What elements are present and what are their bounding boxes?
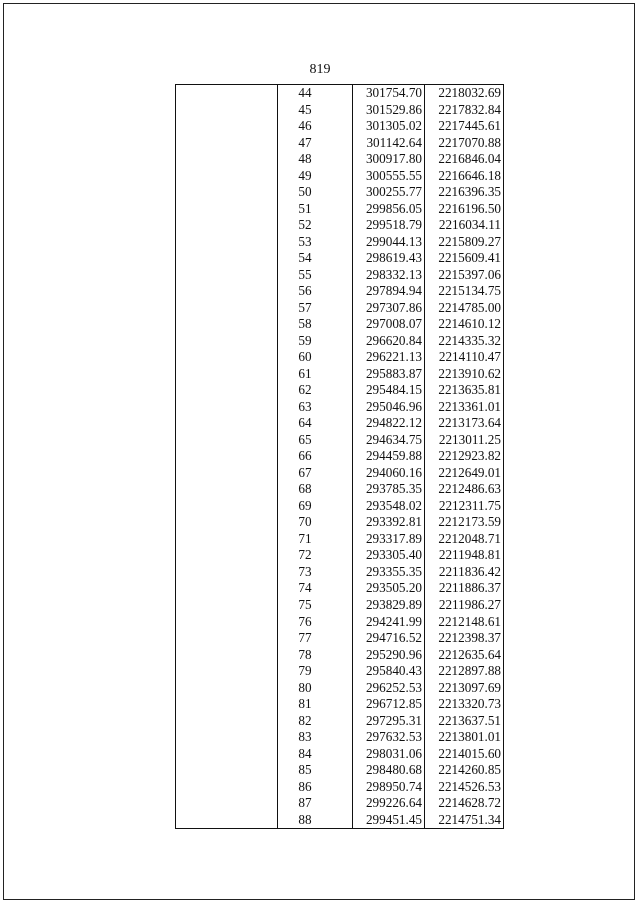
table-row bbox=[176, 812, 504, 829]
table-row bbox=[176, 498, 504, 515]
y-coordinate-cell: 2217070.88 bbox=[425, 135, 504, 152]
point-number-cell: 44 bbox=[278, 85, 353, 102]
x-coordinate-cell: 297307.86 bbox=[353, 300, 425, 317]
point-number-cell: 60 bbox=[278, 349, 353, 366]
blank-cell bbox=[176, 250, 278, 267]
x-coordinate-cell: 296252.53 bbox=[353, 680, 425, 697]
x-coordinate-cell: 299044.13 bbox=[353, 234, 425, 251]
table-row bbox=[176, 250, 504, 267]
point-number-cell: 52 bbox=[278, 217, 353, 234]
y-coordinate-cell: 2213637.51 bbox=[425, 713, 504, 730]
blank-cell bbox=[176, 812, 278, 829]
x-coordinate-cell: 296221.13 bbox=[353, 349, 425, 366]
blank-cell bbox=[176, 696, 278, 713]
point-number-cell: 75 bbox=[278, 597, 353, 614]
y-coordinate-cell: 2213801.01 bbox=[425, 729, 504, 746]
x-coordinate-cell: 299226.64 bbox=[353, 795, 425, 812]
blank-cell bbox=[176, 316, 278, 333]
point-number-cell: 59 bbox=[278, 333, 353, 350]
x-coordinate-cell: 300555.55 bbox=[353, 168, 425, 185]
table-row bbox=[176, 746, 504, 763]
x-coordinate-cell: 301142.64 bbox=[353, 135, 425, 152]
table-row bbox=[176, 514, 504, 531]
blank-cell bbox=[176, 366, 278, 383]
point-number-cell: 82 bbox=[278, 713, 353, 730]
table-row bbox=[176, 102, 504, 119]
blank-cell bbox=[176, 300, 278, 317]
blank-cell bbox=[176, 217, 278, 234]
x-coordinate-cell: 294060.16 bbox=[353, 465, 425, 482]
blank-cell bbox=[176, 283, 278, 300]
table-row bbox=[176, 415, 504, 432]
y-coordinate-cell: 2213361.01 bbox=[425, 399, 504, 416]
table-row bbox=[176, 531, 504, 548]
table-row bbox=[176, 85, 504, 102]
point-number-cell: 80 bbox=[278, 680, 353, 697]
x-coordinate-cell: 298480.68 bbox=[353, 762, 425, 779]
point-number-cell: 62 bbox=[278, 382, 353, 399]
table-row bbox=[176, 118, 504, 135]
y-coordinate-cell: 2214526.53 bbox=[425, 779, 504, 796]
coordinates-table-body bbox=[176, 85, 504, 829]
table-row bbox=[176, 779, 504, 796]
x-coordinate-cell: 298332.13 bbox=[353, 267, 425, 284]
point-number-cell: 47 bbox=[278, 135, 353, 152]
x-coordinate-cell: 299451.45 bbox=[353, 812, 425, 829]
y-coordinate-cell: 2215609.41 bbox=[425, 250, 504, 267]
y-coordinate-cell: 2212311.75 bbox=[425, 498, 504, 515]
y-coordinate-cell: 2216196.50 bbox=[425, 201, 504, 218]
x-coordinate-cell: 293505.20 bbox=[353, 580, 425, 597]
blank-cell bbox=[176, 168, 278, 185]
y-coordinate-cell: 2214610.12 bbox=[425, 316, 504, 333]
point-number-cell: 85 bbox=[278, 762, 353, 779]
blank-cell bbox=[176, 614, 278, 631]
point-number-cell: 68 bbox=[278, 481, 353, 498]
y-coordinate-cell: 2214628.72 bbox=[425, 795, 504, 812]
point-number-cell: 72 bbox=[278, 547, 353, 564]
blank-cell bbox=[176, 630, 278, 647]
x-coordinate-cell: 301529.86 bbox=[353, 102, 425, 119]
blank-cell bbox=[176, 415, 278, 432]
point-number-cell: 77 bbox=[278, 630, 353, 647]
blank-cell bbox=[176, 432, 278, 449]
blank-cell bbox=[176, 498, 278, 515]
blank-cell bbox=[176, 234, 278, 251]
y-coordinate-cell: 2212635.64 bbox=[425, 647, 504, 664]
table-row bbox=[176, 680, 504, 697]
x-coordinate-cell: 296620.84 bbox=[353, 333, 425, 350]
point-number-cell: 87 bbox=[278, 795, 353, 812]
point-number-cell: 73 bbox=[278, 564, 353, 581]
y-coordinate-cell: 2212649.01 bbox=[425, 465, 504, 482]
coordinates-table bbox=[175, 84, 504, 829]
point-number-cell: 54 bbox=[278, 250, 353, 267]
point-number-cell: 51 bbox=[278, 201, 353, 218]
point-number-cell: 81 bbox=[278, 696, 353, 713]
table-row bbox=[176, 382, 504, 399]
point-number-cell: 76 bbox=[278, 614, 353, 631]
y-coordinate-cell: 2212923.82 bbox=[425, 448, 504, 465]
table-row bbox=[176, 795, 504, 812]
point-number-cell: 65 bbox=[278, 432, 353, 449]
table-row bbox=[176, 729, 504, 746]
y-coordinate-cell: 2211948.81 bbox=[425, 547, 504, 564]
blank-cell bbox=[176, 135, 278, 152]
y-coordinate-cell: 2213910.62 bbox=[425, 366, 504, 383]
x-coordinate-cell: 293785.35 bbox=[353, 481, 425, 498]
y-coordinate-cell: 2215397.06 bbox=[425, 267, 504, 284]
point-number-cell: 57 bbox=[278, 300, 353, 317]
x-coordinate-cell: 299856.05 bbox=[353, 201, 425, 218]
blank-cell bbox=[176, 531, 278, 548]
point-number-cell: 74 bbox=[278, 580, 353, 597]
page-number: 819 bbox=[309, 62, 331, 77]
blank-cell bbox=[176, 184, 278, 201]
point-number-cell: 86 bbox=[278, 779, 353, 796]
blank-cell bbox=[176, 564, 278, 581]
x-coordinate-cell: 295046.96 bbox=[353, 399, 425, 416]
point-number-cell: 88 bbox=[278, 812, 353, 829]
y-coordinate-cell: 2212897.88 bbox=[425, 663, 504, 680]
point-number-cell: 69 bbox=[278, 498, 353, 515]
x-coordinate-cell: 293548.02 bbox=[353, 498, 425, 515]
table-row bbox=[176, 349, 504, 366]
blank-cell bbox=[176, 729, 278, 746]
blank-cell bbox=[176, 795, 278, 812]
table-row bbox=[176, 564, 504, 581]
blank-cell bbox=[176, 746, 278, 763]
blank-cell bbox=[176, 547, 278, 564]
x-coordinate-cell: 299518.79 bbox=[353, 217, 425, 234]
x-coordinate-cell: 301754.70 bbox=[353, 85, 425, 102]
table-row bbox=[176, 762, 504, 779]
x-coordinate-cell: 294634.75 bbox=[353, 432, 425, 449]
point-number-cell: 79 bbox=[278, 663, 353, 680]
y-coordinate-cell: 2214335.32 bbox=[425, 333, 504, 350]
x-coordinate-cell: 293355.35 bbox=[353, 564, 425, 581]
table-row bbox=[176, 316, 504, 333]
point-number-cell: 71 bbox=[278, 531, 353, 548]
point-number-cell: 64 bbox=[278, 415, 353, 432]
table-row bbox=[176, 333, 504, 350]
table-row bbox=[176, 135, 504, 152]
blank-cell bbox=[176, 399, 278, 416]
x-coordinate-cell: 297894.94 bbox=[353, 283, 425, 300]
table-row bbox=[176, 481, 504, 498]
x-coordinate-cell: 294459.88 bbox=[353, 448, 425, 465]
blank-cell bbox=[176, 118, 278, 135]
x-coordinate-cell: 297632.53 bbox=[353, 729, 425, 746]
y-coordinate-cell: 2211986.27 bbox=[425, 597, 504, 614]
table-row bbox=[176, 663, 504, 680]
x-coordinate-cell: 294822.12 bbox=[353, 415, 425, 432]
y-coordinate-cell: 2214785.00 bbox=[425, 300, 504, 317]
table-row bbox=[176, 283, 504, 300]
blank-cell bbox=[176, 663, 278, 680]
point-number-cell: 70 bbox=[278, 514, 353, 531]
point-number-cell: 53 bbox=[278, 234, 353, 251]
table-row bbox=[176, 647, 504, 664]
point-number-cell: 55 bbox=[278, 267, 353, 284]
blank-cell bbox=[176, 597, 278, 614]
point-number-cell: 56 bbox=[278, 283, 353, 300]
x-coordinate-cell: 295883.87 bbox=[353, 366, 425, 383]
blank-cell bbox=[176, 514, 278, 531]
table-row bbox=[176, 465, 504, 482]
x-coordinate-cell: 297008.07 bbox=[353, 316, 425, 333]
blank-cell bbox=[176, 465, 278, 482]
y-coordinate-cell: 2213011.25 bbox=[425, 432, 504, 449]
y-coordinate-cell: 2216846.04 bbox=[425, 151, 504, 168]
y-coordinate-cell: 2216034.11 bbox=[425, 217, 504, 234]
y-coordinate-cell: 2212398.37 bbox=[425, 630, 504, 647]
point-number-cell: 78 bbox=[278, 647, 353, 664]
table-row bbox=[176, 267, 504, 284]
point-number-cell: 84 bbox=[278, 746, 353, 763]
y-coordinate-cell: 2213097.69 bbox=[425, 680, 504, 697]
y-coordinate-cell: 2213173.64 bbox=[425, 415, 504, 432]
blank-cell bbox=[176, 762, 278, 779]
blank-cell bbox=[176, 647, 278, 664]
point-number-cell: 49 bbox=[278, 168, 353, 185]
x-coordinate-cell: 294241.99 bbox=[353, 614, 425, 631]
table-row bbox=[176, 151, 504, 168]
x-coordinate-cell: 295484.15 bbox=[353, 382, 425, 399]
y-coordinate-cell: 2211886.37 bbox=[425, 580, 504, 597]
blank-cell bbox=[176, 448, 278, 465]
y-coordinate-cell: 2215809.27 bbox=[425, 234, 504, 251]
blank-cell bbox=[176, 267, 278, 284]
y-coordinate-cell: 2211836.42 bbox=[425, 564, 504, 581]
table-row bbox=[176, 696, 504, 713]
blank-cell bbox=[176, 382, 278, 399]
point-number-cell: 46 bbox=[278, 118, 353, 135]
blank-cell bbox=[176, 102, 278, 119]
point-number-cell: 61 bbox=[278, 366, 353, 383]
x-coordinate-cell: 295840.43 bbox=[353, 663, 425, 680]
y-coordinate-cell: 2214015.60 bbox=[425, 746, 504, 763]
y-coordinate-cell: 2212148.61 bbox=[425, 614, 504, 631]
y-coordinate-cell: 2214751.34 bbox=[425, 812, 504, 829]
blank-cell bbox=[176, 779, 278, 796]
table-row bbox=[176, 168, 504, 185]
x-coordinate-cell: 293305.40 bbox=[353, 547, 425, 564]
table-row bbox=[176, 217, 504, 234]
blank-cell bbox=[176, 333, 278, 350]
table-row bbox=[176, 184, 504, 201]
x-coordinate-cell: 300917.80 bbox=[353, 151, 425, 168]
y-coordinate-cell: 2217832.84 bbox=[425, 102, 504, 119]
x-coordinate-cell: 298950.74 bbox=[353, 779, 425, 796]
table-row bbox=[176, 547, 504, 564]
blank-cell bbox=[176, 680, 278, 697]
x-coordinate-cell: 293317.89 bbox=[353, 531, 425, 548]
table-row bbox=[176, 201, 504, 218]
table-row bbox=[176, 597, 504, 614]
y-coordinate-cell: 2213635.81 bbox=[425, 382, 504, 399]
y-coordinate-cell: 2214110.47 bbox=[425, 349, 504, 366]
point-number-cell: 63 bbox=[278, 399, 353, 416]
y-coordinate-cell: 2216646.18 bbox=[425, 168, 504, 185]
x-coordinate-cell: 298619.43 bbox=[353, 250, 425, 267]
x-coordinate-cell: 294716.52 bbox=[353, 630, 425, 647]
blank-cell bbox=[176, 481, 278, 498]
x-coordinate-cell: 301305.02 bbox=[353, 118, 425, 135]
table-row bbox=[176, 399, 504, 416]
blank-cell bbox=[176, 349, 278, 366]
point-number-cell: 83 bbox=[278, 729, 353, 746]
table-row bbox=[176, 713, 504, 730]
blank-cell bbox=[176, 85, 278, 102]
blank-cell bbox=[176, 713, 278, 730]
blank-cell bbox=[176, 580, 278, 597]
point-number-cell: 50 bbox=[278, 184, 353, 201]
table-row bbox=[176, 614, 504, 631]
table-row bbox=[176, 366, 504, 383]
point-number-cell: 45 bbox=[278, 102, 353, 119]
y-coordinate-cell: 2218032.69 bbox=[425, 85, 504, 102]
x-coordinate-cell: 300255.77 bbox=[353, 184, 425, 201]
y-coordinate-cell: 2212486.63 bbox=[425, 481, 504, 498]
x-coordinate-cell: 293392.81 bbox=[353, 514, 425, 531]
y-coordinate-cell: 2212048.71 bbox=[425, 531, 504, 548]
y-coordinate-cell: 2213320.73 bbox=[425, 696, 504, 713]
table-row bbox=[176, 300, 504, 317]
y-coordinate-cell: 2215134.75 bbox=[425, 283, 504, 300]
table-row bbox=[176, 432, 504, 449]
blank-cell bbox=[176, 201, 278, 218]
x-coordinate-cell: 295290.96 bbox=[353, 647, 425, 664]
table-row bbox=[176, 580, 504, 597]
x-coordinate-cell: 296712.85 bbox=[353, 696, 425, 713]
y-coordinate-cell: 2214260.85 bbox=[425, 762, 504, 779]
point-number-cell: 48 bbox=[278, 151, 353, 168]
table-row bbox=[176, 448, 504, 465]
table-row bbox=[176, 234, 504, 251]
point-number-cell: 66 bbox=[278, 448, 353, 465]
blank-cell bbox=[176, 151, 278, 168]
y-coordinate-cell: 2217445.61 bbox=[425, 118, 504, 135]
y-coordinate-cell: 2212173.59 bbox=[425, 514, 504, 531]
table-row bbox=[176, 630, 504, 647]
y-coordinate-cell: 2216396.35 bbox=[425, 184, 504, 201]
point-number-cell: 58 bbox=[278, 316, 353, 333]
x-coordinate-cell: 298031.06 bbox=[353, 746, 425, 763]
point-number-cell: 67 bbox=[278, 465, 353, 482]
x-coordinate-cell: 293829.89 bbox=[353, 597, 425, 614]
x-coordinate-cell: 297295.31 bbox=[353, 713, 425, 730]
